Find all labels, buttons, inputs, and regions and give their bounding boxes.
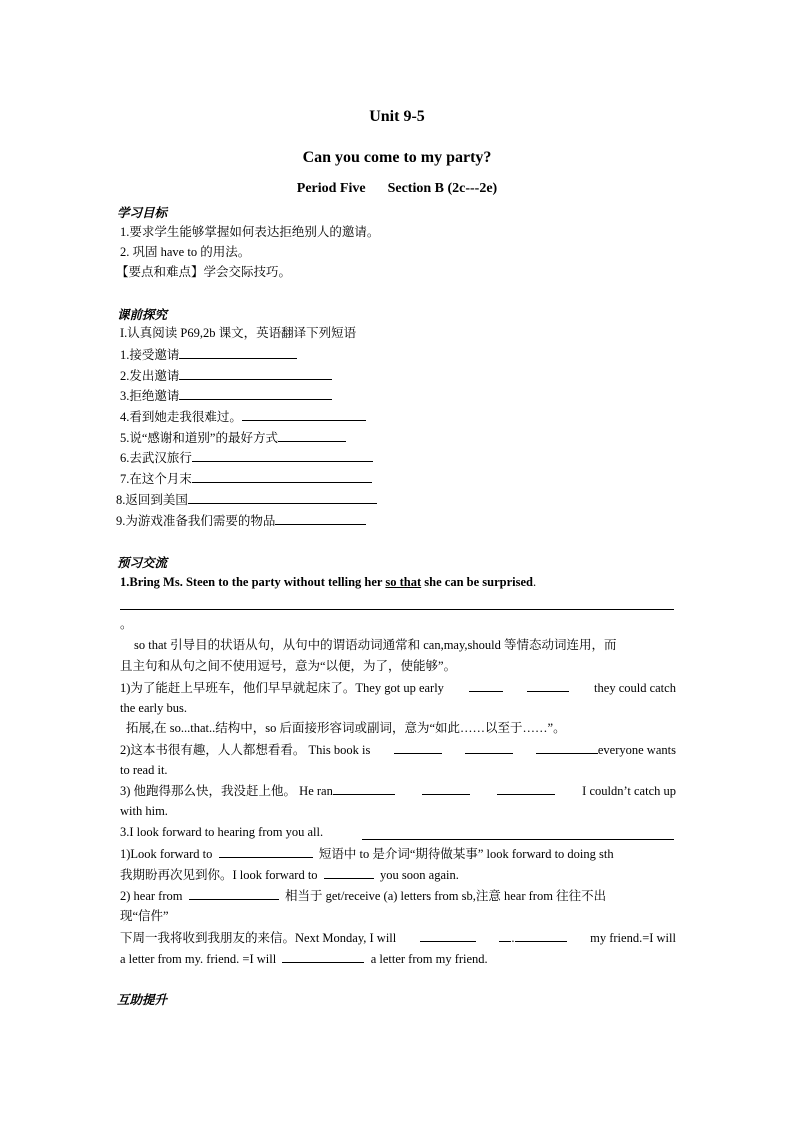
note-line-1: so that 引导目的状语从句，从句中的谓语动词通常和 can,may,should 等情态动词连用，而 <box>134 638 617 652</box>
answer-blank[interactable] <box>465 741 513 754</box>
exchange-heading: 预习交流 <box>117 556 168 570</box>
look-forward-note: 1)Look forward to 短语中 to 是介词“期待做某事” look forward to doing sth <box>120 847 614 861</box>
answer-blank[interactable] <box>189 887 279 900</box>
answer-blank[interactable] <box>242 408 366 421</box>
answer-blank[interactable] <box>324 866 374 879</box>
preview-item-6: 6.去武汉旅行 <box>120 449 676 466</box>
answer-blank[interactable] <box>179 346 297 359</box>
example-1: 1)为了能赶上早班车，他们早早就起床了。They got up early they could catch <box>120 681 676 695</box>
answer-blank[interactable] <box>282 950 364 963</box>
answer-blank[interactable] <box>192 449 373 462</box>
hear-from-note-cont: 现“信件” <box>120 909 169 923</box>
example-3-cont: with him. <box>120 804 168 818</box>
extension-note: 拓展,在 so...that..结构中，so 后面接形容词或副词，意为“如此……以至于……”。 <box>126 721 566 735</box>
mutual-heading: 互助提升 <box>117 993 168 1007</box>
preview-item-4: 4.看到她走我很难过。 <box>120 408 676 425</box>
period-line <box>0 181 794 197</box>
answer-blank[interactable] <box>420 929 476 942</box>
answer-blank[interactable] <box>188 491 377 504</box>
goals-heading: 学习目标 <box>117 206 168 220</box>
answer-blank[interactable] <box>394 741 442 754</box>
answer-blank[interactable] <box>469 679 503 692</box>
period-label: Period Five <box>296 181 366 196</box>
hear-from-note: 2) hear from 相当于 get/receive (a) letters from sb,注意 hear from 往往不出 <box>120 889 607 903</box>
example-3: 3) 他跑得那么快，我没赶上他。 He ran I couldn’t catch up <box>120 784 676 798</box>
preview-item-8: 8.返回到美国 <box>116 491 672 508</box>
preview-item-7: 7.在这个月末 <box>120 470 676 487</box>
preview-item-3: 3.拒绝邀请 <box>120 387 676 404</box>
preview-item-1: 1.接受邀请 <box>120 346 676 363</box>
preview-item-5: 5.说“感谢和道别”的最好方式 <box>120 429 676 446</box>
answer-blank[interactable] <box>527 679 569 692</box>
look-forward-example: 我期盼再次见到你。I look forward to you soon again. <box>120 868 459 882</box>
answer-blank[interactable] <box>515 929 567 942</box>
sentence-1: 1.Bring Ms. Steen to the party without telling her so that she can be surprised. <box>120 575 537 589</box>
hear-from-example-2: a letter from my. friend. =I will a letter from my friend. <box>120 952 488 966</box>
preview-intro: I.认真阅读 P69,2b 课文，英语翻译下列短语 <box>120 326 357 340</box>
example-2: 2)这本书很有趣，人人都想看看。 This book is everyone wants <box>120 743 676 757</box>
answer-blank[interactable] <box>179 387 332 400</box>
answer-blank[interactable] <box>333 782 395 795</box>
example-2-cont: to read it. <box>120 763 168 777</box>
preview-item-2: 2.发出邀请 <box>120 367 676 384</box>
underlined-so-that: so that <box>385 575 422 589</box>
answer-blank[interactable] <box>278 429 346 442</box>
goal-item-1: 1.要求学生能够掌握如何表达拒绝别人的邀请。 <box>120 225 380 239</box>
page-title: Unit 9-5 <box>369 108 425 125</box>
answer-blank[interactable] <box>179 367 332 380</box>
sentence-3: 3.I look forward to hearing from you all. <box>120 825 324 839</box>
section-label: Section B (2c---2e) <box>387 181 498 196</box>
answer-blank[interactable] <box>219 845 313 858</box>
hear-from-example-1: 下周一我将收到我朋友的来信。Next Monday, I will . my friend.=I will <box>120 931 676 945</box>
answer-blank[interactable] <box>192 470 372 483</box>
full-stop: 。 <box>120 617 133 631</box>
note-line-2: 且主句和从句之间不使用逗号，意为“以便，为了，使能够”。 <box>120 659 457 673</box>
answer-line[interactable] <box>120 608 674 610</box>
preview-heading: 课前探究 <box>117 308 168 322</box>
goal-key-points: 【要点和难点】学会交际技巧。 <box>116 265 292 279</box>
answer-line[interactable] <box>362 838 674 840</box>
preview-item-9: 9.为游戏准备我们需要的物品 <box>116 512 672 529</box>
answer-blank[interactable] <box>536 741 598 754</box>
goal-item-2: 2. 巩固 have to 的用法。 <box>120 245 251 259</box>
answer-blank[interactable] <box>275 512 366 525</box>
lesson-title: Can you come to my party? <box>302 149 492 166</box>
answer-blank[interactable] <box>422 782 470 795</box>
example-1-cont: the early bus. <box>120 701 187 715</box>
answer-blank[interactable] <box>497 782 555 795</box>
